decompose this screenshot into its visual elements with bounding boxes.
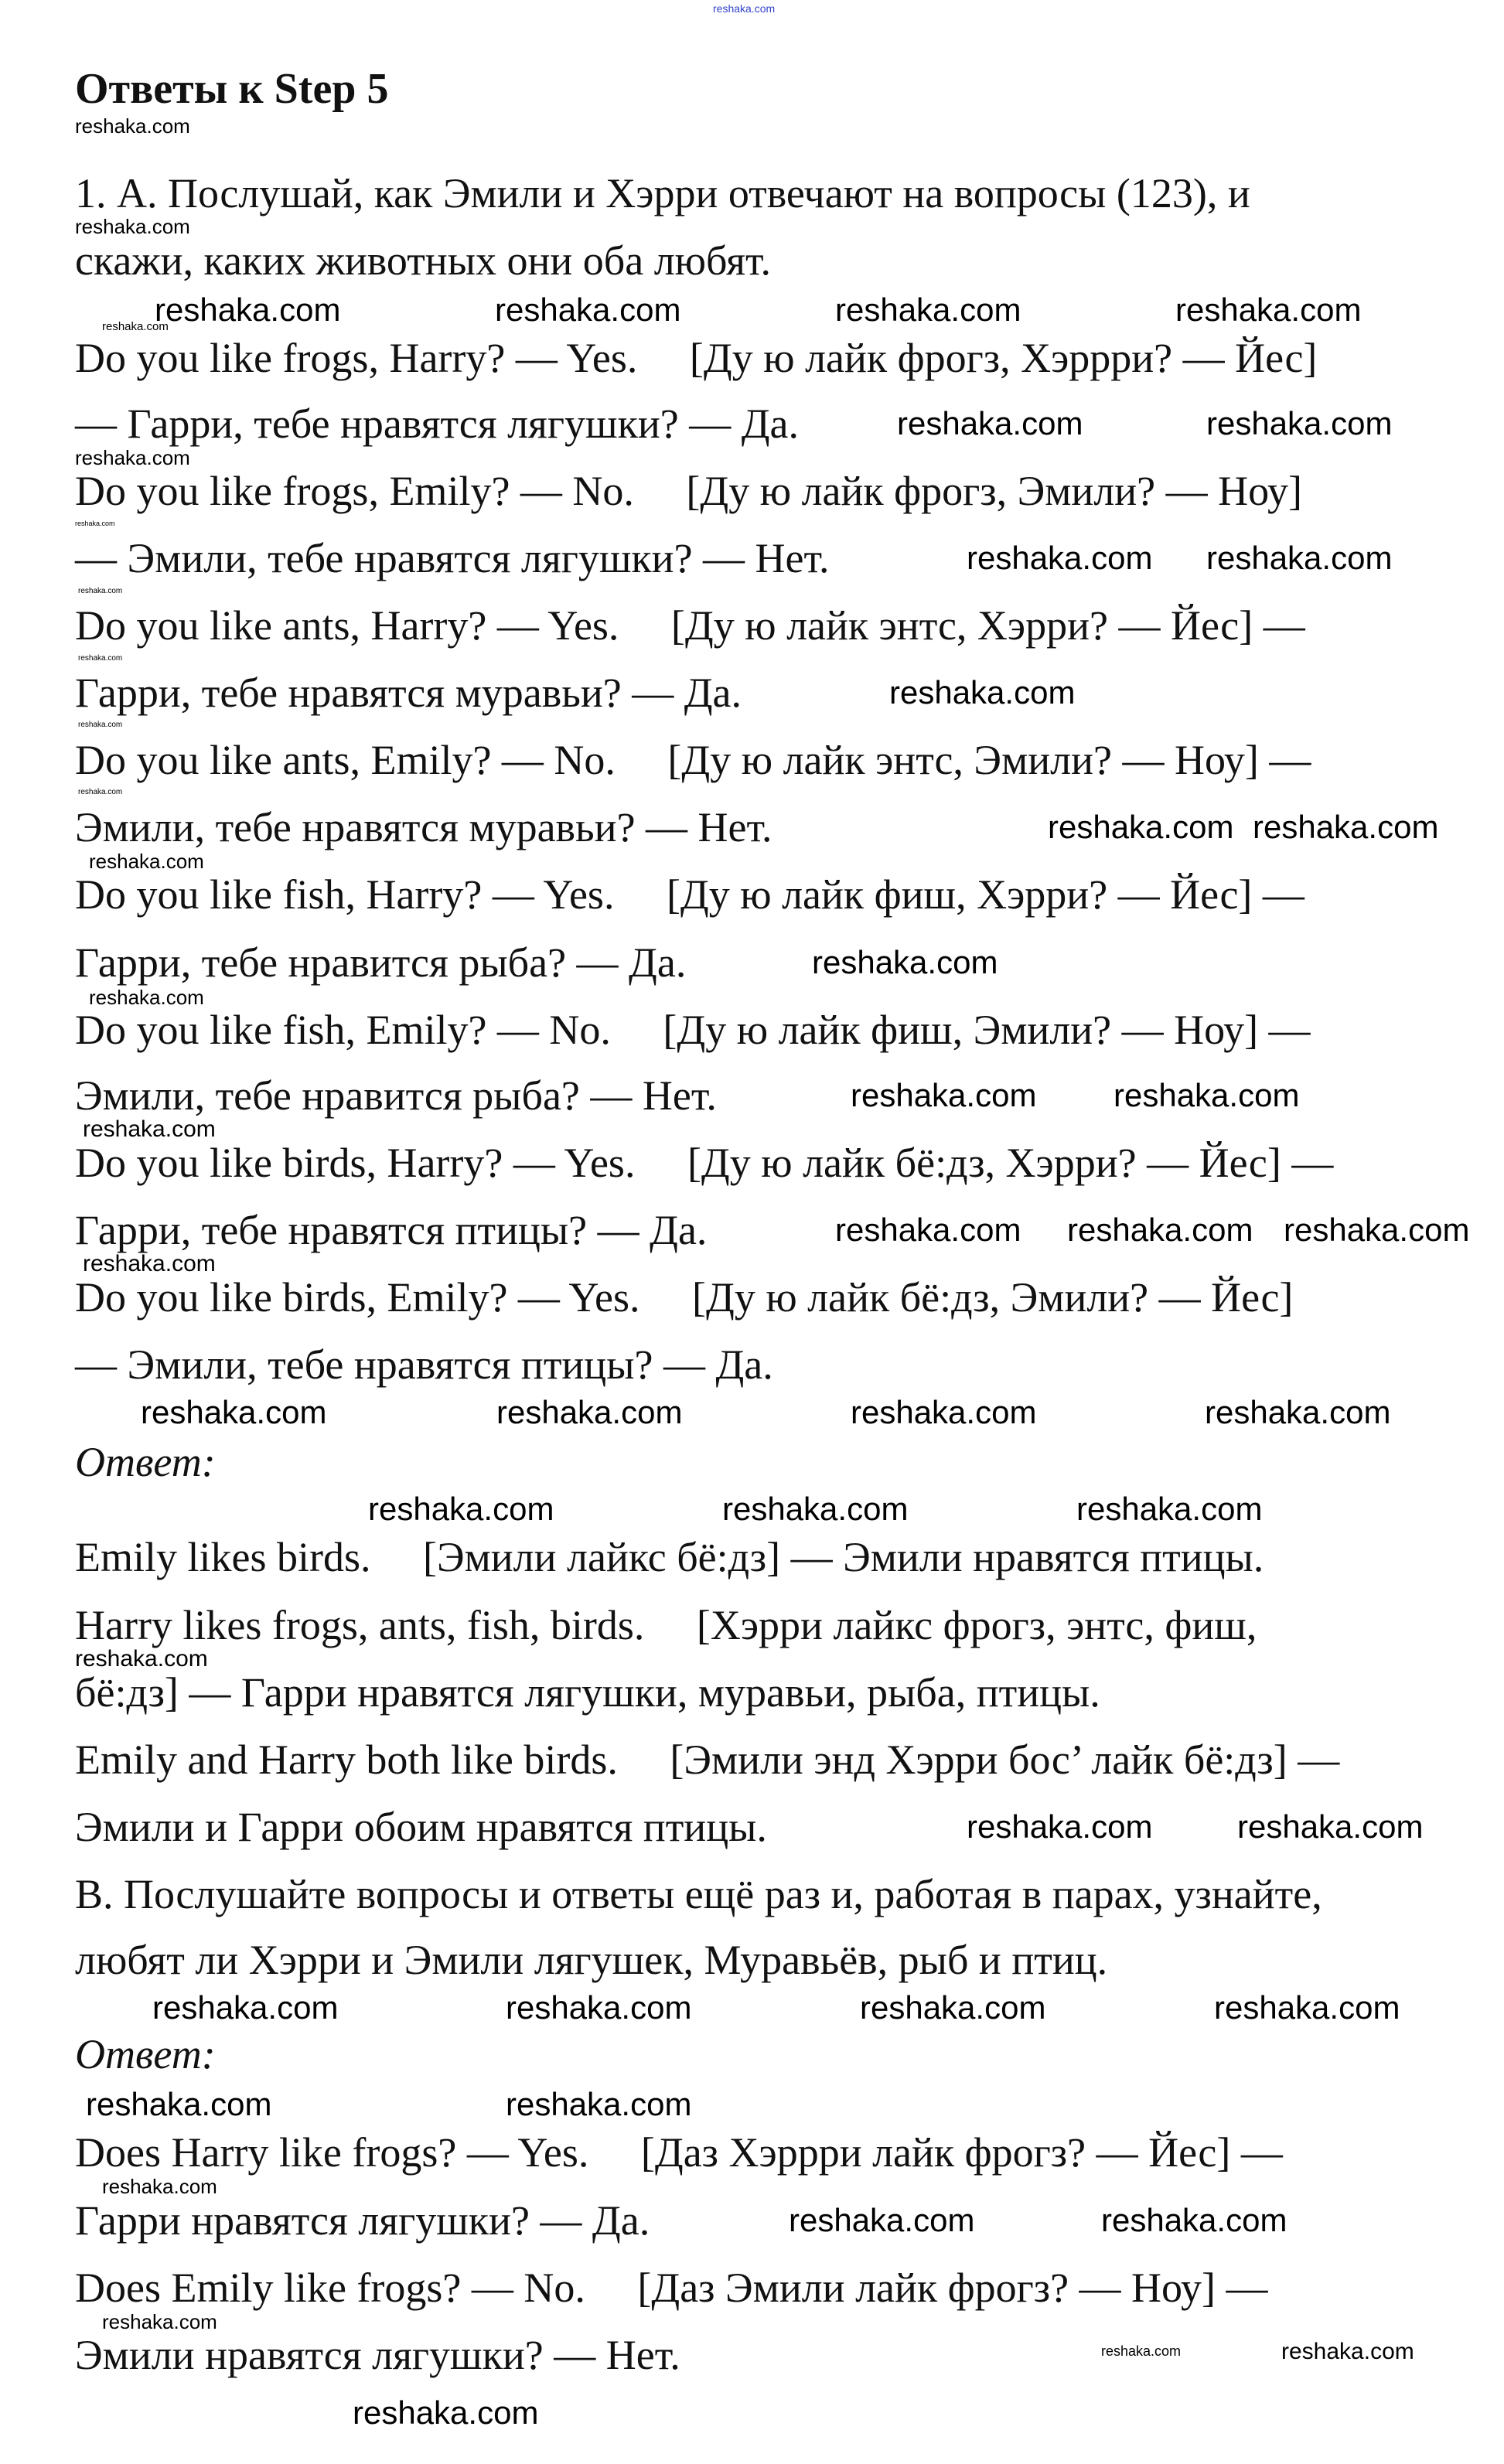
watermark: reshaka.com <box>835 1212 1021 1248</box>
watermark: reshaka.com <box>86 2086 272 2122</box>
dialogue-line: Do you like frogs, Harry? — Yes. [Ду ю лайк фрогз, Хэррри? — Йес] <box>75 335 1318 381</box>
watermark: reshaka.com <box>83 1116 216 1142</box>
watermark: reshaka.com <box>102 2310 217 2333</box>
answer-line: бё:дз] — Гарри нравятся лягушки, муравьи, рыба, птицы. <box>75 1669 1100 1716</box>
dialogue-line: Do you like fish, Emily? — No. [Ду ю лайк фиш, Эмили? — Ноу] — <box>75 1007 1311 1053</box>
watermark: reshaka.com <box>1101 2202 1287 2238</box>
watermark: reshaka.com <box>860 1989 1046 2026</box>
watermark: reshaka.com <box>967 1808 1153 1845</box>
dialogue-line: Эмили, тебе нравится рыба? — Нет. <box>75 1072 717 1119</box>
watermark: reshaka.com <box>1067 1212 1253 1248</box>
watermark: reshaka.com <box>75 1646 208 1672</box>
watermark: reshaka.com <box>1284 1212 1470 1248</box>
watermark: reshaka.com <box>89 850 204 873</box>
answer-label: Ответ: <box>75 1439 216 1485</box>
task-a-intro: 1. А. Послушай, как Эмили и Хэрри отвечают на вопросы (123), и <box>75 170 1250 216</box>
task-b-intro: В. Послушайте вопросы и ответы ещё раз и, работая в парах, узнайте, <box>75 1871 1322 1917</box>
watermark: reshaka.com <box>889 674 1076 711</box>
watermark: reshaka.com <box>152 1989 339 2026</box>
dialogue-line: Гарри, тебе нравятся муравьи? — Да. <box>75 670 742 716</box>
answer-label: Ответ: <box>75 2031 216 2077</box>
dialogue-line: Do you like ants, Emily? — No. [Ду ю лайк энтс, Эмили? — Ноу] — <box>75 737 1311 783</box>
watermark: reshaka.com <box>78 587 123 595</box>
watermark: reshaka.com <box>102 2175 217 2198</box>
answer-line: Harry likes frogs, ants, fish, birds. [Хэрри лайкс фрогз, энтс, фиш, <box>75 1602 1257 1648</box>
watermark: reshaka.com <box>1175 291 1362 328</box>
watermark: reshaka.com <box>1253 809 1439 845</box>
dialogue-line: Do you like fish, Harry? — Yes. [Ду ю лайк фиш, Хэрри? — Йес] — <box>75 871 1304 918</box>
dialogue-line: Do you like ants, Harry? — Yes. [Ду ю лайк энтс, Хэрри? — Йес] — <box>75 602 1305 649</box>
watermark: reshaka.com <box>78 721 123 729</box>
watermark: reshaka.com <box>713 2 776 15</box>
dialogue-line: Эмили, тебе нравятся муравьи? — Нет. <box>75 804 772 850</box>
answer-line: Emily and Harry both like birds. [Эмили энд Хэрри бос’ лайк бё:дз] — <box>75 1736 1340 1783</box>
watermark: reshaka.com <box>141 1394 327 1430</box>
watermark: reshaka.com <box>75 520 115 527</box>
watermark: reshaka.com <box>496 1394 683 1430</box>
watermark: reshaka.com <box>1214 1989 1400 2026</box>
watermark: reshaka.com <box>75 215 190 238</box>
answer-line: Emily likes birds. [Эмили лайкс бё:дз] — Эмили нравятся птицы. <box>75 1534 1264 1580</box>
watermark: reshaka.com <box>897 405 1083 441</box>
watermark: reshaka.com <box>506 2086 692 2122</box>
dialogue-line: Гарри, тебе нравятся птицы? — Да. <box>75 1207 708 1253</box>
watermark: reshaka.com <box>75 114 190 138</box>
answer-line: Эмили и Гарри обоим нравятся птицы. <box>75 1804 767 1850</box>
dialogue-line: — Эмили, тебе нравятся лягушки? — Нет. <box>75 535 830 581</box>
dialogue-line: Do you like birds, Emily? — Yes. [Ду ю лайк бё:дз, Эмили? — Йес] <box>75 1274 1294 1321</box>
watermark: reshaka.com <box>1114 1077 1300 1113</box>
watermark: reshaka.com <box>368 1491 554 1527</box>
answer-line: Эмили нравятся лягушки? — Нет. <box>75 2332 680 2378</box>
watermark: reshaka.com <box>851 1077 1037 1113</box>
watermark: reshaka.com <box>835 291 1021 328</box>
watermark: reshaka.com <box>789 2202 975 2238</box>
watermark: reshaka.com <box>1048 809 1234 845</box>
dialogue-line: Гарри, тебе нравится рыба? — Да. <box>75 939 687 986</box>
watermark: reshaka.com <box>1281 2339 1414 2364</box>
answer-line: Does Emily like frogs? — No. [Даз Эмили лайк фрогз? — Ноу] — <box>75 2265 1268 2311</box>
watermark: reshaka.com <box>722 1491 909 1527</box>
watermark: reshaka.com <box>89 986 204 1009</box>
dialogue-line: Do you like birds, Harry? — Yes. [Ду ю лайк бё:дз, Хэрри? — Йес] — <box>75 1140 1334 1186</box>
dialogue-line: — Гарри, тебе нравятся лягушки? — Да. <box>75 400 800 447</box>
watermark: reshaka.com <box>353 2394 539 2431</box>
answer-line: Does Harry like frogs? — Yes. [Даз Хэррри лайк фрогз? — Йес] — <box>75 2129 1283 2176</box>
dialogue-line: Do you like frogs, Emily? — No. [Ду ю лайк фрогз, Эмили? — Ноу] <box>75 468 1303 514</box>
watermark: reshaka.com <box>812 944 998 980</box>
watermark: reshaka.com <box>1076 1491 1263 1527</box>
page-title: Ответы к Step 5 <box>75 65 389 113</box>
watermark: reshaka.com <box>78 788 123 796</box>
watermark: reshaka.com <box>495 291 681 328</box>
watermark: reshaka.com <box>102 320 169 333</box>
watermark: reshaka.com <box>1237 1808 1424 1845</box>
watermark: reshaka.com <box>1101 2343 1182 2359</box>
watermark: reshaka.com <box>1205 1394 1391 1430</box>
task-a-intro: скажи, каких животных они оба любят. <box>75 237 772 284</box>
watermark: reshaka.com <box>506 1989 692 2026</box>
watermark: reshaka.com <box>83 1251 216 1276</box>
watermark: reshaka.com <box>967 540 1153 576</box>
watermark: reshaka.com <box>851 1394 1037 1430</box>
dialogue-line: — Эмили, тебе нравятся птицы? — Да. <box>75 1341 773 1388</box>
task-b-intro: любят ли Хэрри и Эмили лягушек, Муравьёв, рыб и птиц. <box>75 1937 1108 1983</box>
watermark: reshaka.com <box>155 291 341 328</box>
watermark: reshaka.com <box>75 446 190 469</box>
watermark: reshaka.com <box>1206 540 1393 576</box>
answer-line: Гарри нравятся лягушки? — Да. <box>75 2197 650 2244</box>
watermark: reshaka.com <box>1206 405 1393 441</box>
watermark: reshaka.com <box>78 654 123 663</box>
